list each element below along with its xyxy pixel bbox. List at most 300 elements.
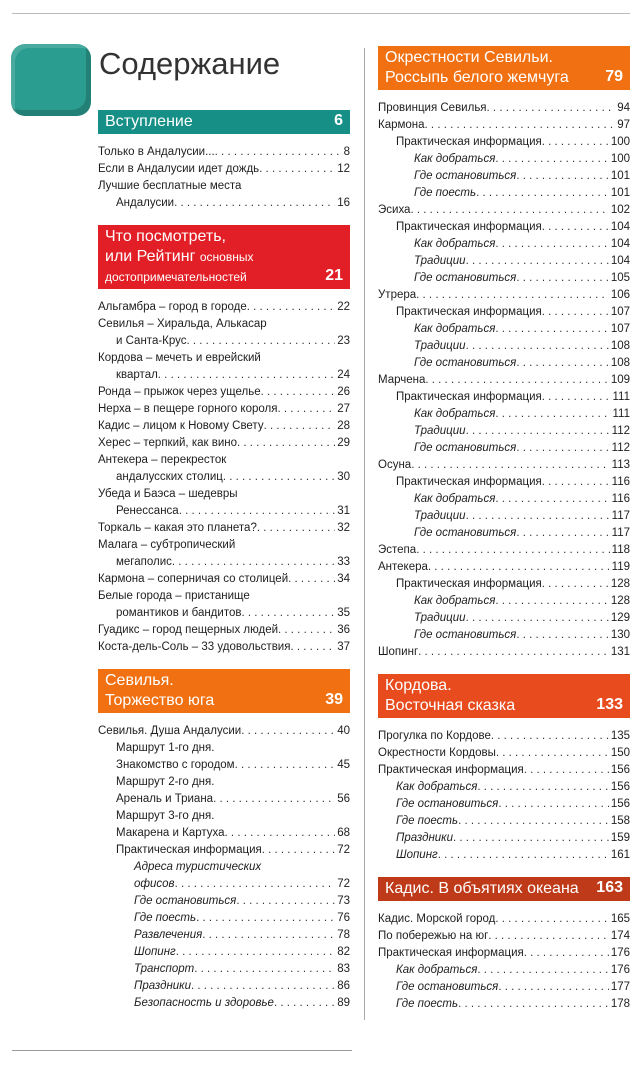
dot-leader <box>241 605 335 622</box>
toc-entry-page: 86 <box>337 980 350 992</box>
section-title: Что посмотреть, <box>105 228 226 245</box>
toc-entry[interactable] <box>98 978 350 995</box>
toc-entry-page: 8 <box>343 146 350 158</box>
dot-leader <box>262 842 335 859</box>
toc-entry[interactable] <box>98 791 350 808</box>
toc-entry[interactable] <box>378 457 630 474</box>
toc-entry-label: Марчена <box>378 374 426 386</box>
toc-entry-page: 36 <box>337 624 350 636</box>
toc-entry[interactable] <box>98 367 350 384</box>
page-title: Содержание <box>99 46 281 81</box>
toc-entry-label: Маршрут 3-го дня. <box>116 810 215 822</box>
toc-entry-label: Коста-дель-Соль – 33 удовольствия <box>98 641 291 653</box>
toc-entry-label: квартал <box>116 369 158 381</box>
toc-entry-label: Маршрут 1-го дня. <box>116 742 215 754</box>
toc-entry[interactable] <box>378 559 630 576</box>
toc-entry-page: 116 <box>611 493 630 505</box>
toc-entry[interactable] <box>98 825 350 842</box>
toc-entry[interactable] <box>98 893 350 910</box>
toc-entry[interactable] <box>98 333 350 350</box>
toc-entry-page: 129 <box>610 612 630 624</box>
toc-entry[interactable] <box>378 928 630 945</box>
toc-entry[interactable] <box>98 639 350 656</box>
toc-entry[interactable] <box>378 627 630 644</box>
dot-leader <box>174 195 335 212</box>
dot-leader <box>516 168 608 185</box>
toc-entry-label: Если в Андалусии идет дождь <box>98 163 260 175</box>
dot-leader <box>241 723 335 740</box>
toc-entry[interactable] <box>378 406 630 423</box>
toc-entry-page: 158 <box>610 815 630 827</box>
toc-entry[interactable] <box>378 542 630 559</box>
toc-entry-label: Прогулка по Кордове <box>378 730 491 742</box>
toc-entry-page: 56 <box>337 793 350 805</box>
section-header[interactable] <box>98 225 350 289</box>
toc-entry-page: 100 <box>610 136 630 148</box>
toc-entry-label: Как добраться <box>414 153 496 165</box>
toc-entry[interactable] <box>378 287 630 304</box>
toc-entry-page: 156 <box>610 764 630 776</box>
toc-entry-page: 37 <box>337 641 350 653</box>
section-gap <box>98 1012 350 1025</box>
dot-leader <box>542 304 609 321</box>
toc-entry[interactable] <box>378 796 630 813</box>
toc-entry-label: Безопасность и здоровье <box>134 997 274 1009</box>
toc-entry[interactable] <box>98 944 350 961</box>
toc-entry[interactable] <box>98 503 350 520</box>
toc-entry-page: 130 <box>610 629 630 641</box>
toc-entry-label: Херес – терпкий, как вино <box>98 437 238 449</box>
toc-entry-page: 101 <box>610 170 630 182</box>
toc-entry-label: Практическая информация <box>396 578 542 590</box>
dot-leader <box>498 979 608 996</box>
toc-entry[interactable] <box>98 723 350 740</box>
toc-entry-page: 117 <box>611 510 630 522</box>
toc-entry-page: 178 <box>610 998 630 1010</box>
toc-entry[interactable] <box>98 757 350 774</box>
toc-entry-label: Севилья. Душа Андалусии <box>98 725 242 737</box>
dot-leader <box>259 161 335 178</box>
toc-entry[interactable] <box>378 491 630 508</box>
section-header[interactable] <box>98 110 350 134</box>
toc-entry-label: Нерха – в пещере горного короля <box>98 403 278 415</box>
dot-leader <box>453 830 609 847</box>
dot-leader <box>477 962 608 979</box>
toc-entry[interactable] <box>378 355 630 372</box>
dot-leader <box>466 508 610 525</box>
dot-leader <box>542 389 611 406</box>
dot-leader <box>466 338 609 355</box>
toc-entry[interactable] <box>378 847 630 864</box>
toc-entry[interactable] <box>98 452 350 469</box>
toc-entry-page: 29 <box>337 437 350 449</box>
dot-leader <box>491 728 609 745</box>
toc-entry[interactable] <box>98 195 350 212</box>
toc-entry-label: Лучшие бесплатные места <box>98 180 242 192</box>
toc-entry-page: 128 <box>610 595 630 607</box>
toc-entry-page: 27 <box>337 403 350 415</box>
section-gap <box>98 212 350 225</box>
toc-entry-page: 165 <box>610 913 630 925</box>
toc-entry[interactable] <box>98 910 350 927</box>
toc-entry[interactable] <box>98 605 350 622</box>
dot-leader <box>542 134 609 151</box>
toc-entry[interactable] <box>98 435 350 452</box>
column-divider <box>364 48 365 1020</box>
toc-entry-page: 73 <box>337 895 350 907</box>
toc-entry-label: Севилья – Хиральда, Алькасар <box>98 318 267 330</box>
dot-leader <box>277 401 335 418</box>
toc-entry[interactable] <box>98 842 350 859</box>
toc-entry-page: 176 <box>610 964 630 976</box>
toc-entry-page: 106 <box>610 289 630 301</box>
toc-entry-label: романтиков и бандитов <box>116 607 242 619</box>
section-title: Окрестности Севильи. <box>385 49 553 66</box>
toc-entry[interactable] <box>378 593 630 610</box>
toc-entry-label: Антекера – перекресток <box>98 454 227 466</box>
toc-entry[interactable] <box>378 610 630 627</box>
section-header[interactable] <box>378 877 630 901</box>
toc-entry[interactable] <box>98 876 350 893</box>
section-header[interactable] <box>378 674 630 718</box>
toc-entry-label: Транспорт <box>134 963 195 975</box>
toc-entry-page: 119 <box>611 561 630 573</box>
dot-leader <box>179 503 336 520</box>
section-page-number: 21 <box>325 267 343 284</box>
toc-entry-label: Белые города – пристанище <box>98 590 250 602</box>
toc-entry-page: 23 <box>337 335 350 347</box>
toc-entry[interactable] <box>98 520 350 537</box>
toc-entry-page: 102 <box>610 204 630 216</box>
toc-entry-label: Где поесть <box>414 187 477 199</box>
toc-entry[interactable] <box>98 740 350 757</box>
section-title-line2: Торжество юга <box>105 692 215 709</box>
toc-entry-label: Знакомство с городом <box>116 759 235 771</box>
toc-entry-label: Маршрут 2-го дня. <box>116 776 215 788</box>
toc-entry[interactable] <box>378 644 630 661</box>
toc-entry-label: По побережью на юг <box>378 930 489 942</box>
toc-entry-page: 12 <box>337 163 350 175</box>
toc-entry-page: 35 <box>337 607 350 619</box>
dot-leader <box>458 813 609 830</box>
toc-entry-page: 174 <box>610 930 630 942</box>
toc-entry-page: 107 <box>610 323 630 335</box>
dot-leader <box>495 321 608 338</box>
section-page-number: 79 <box>605 68 623 85</box>
toc-entry-page: 83 <box>337 963 350 975</box>
toc-entry[interactable] <box>378 979 630 996</box>
toc-entry-label: Гуадикс – город пещерных людей <box>98 624 279 636</box>
dot-leader <box>215 144 342 161</box>
toc-entry-label: Практическая информация <box>396 136 542 148</box>
dot-leader <box>236 893 335 910</box>
toc-entry[interactable] <box>378 728 630 745</box>
toc-entry-label: Альгамбра – город в городе <box>98 301 247 313</box>
toc-entry-page: 101 <box>610 187 630 199</box>
toc-entry-label: Ренессанса <box>116 505 179 517</box>
section-page-number: 163 <box>596 879 623 896</box>
toc-entry-label: Как добраться <box>414 493 496 505</box>
toc-entry-page: 108 <box>610 357 630 369</box>
toc-entry-label: Эсиха <box>378 204 411 216</box>
toc-entry-page: 104 <box>610 255 630 267</box>
toc-entry-page: 108 <box>610 340 630 352</box>
bottom-rule <box>12 1050 352 1051</box>
toc-entry[interactable] <box>378 945 630 962</box>
toc-entry[interactable] <box>378 911 630 928</box>
toc-entry-label: Практическая информация <box>378 764 524 776</box>
toc-entry-page: 68 <box>337 827 350 839</box>
toc-entry[interactable] <box>378 270 630 287</box>
toc-entry[interactable] <box>98 927 350 944</box>
dot-leader <box>498 796 608 813</box>
toc-entry-page: 78 <box>337 929 350 941</box>
toc-entry[interactable] <box>378 185 630 202</box>
top-rule <box>12 13 630 14</box>
dot-leader <box>516 355 608 372</box>
dot-leader <box>542 474 610 491</box>
dot-leader <box>416 542 609 559</box>
toc-entry-page: 100 <box>610 153 630 165</box>
toc-entry[interactable] <box>98 537 350 554</box>
toc-entry[interactable] <box>378 304 630 321</box>
toc-entry[interactable] <box>378 236 630 253</box>
toc-entry-page: 135 <box>610 730 630 742</box>
toc-entry[interactable] <box>378 202 630 219</box>
toc-entry[interactable] <box>98 486 350 503</box>
section-gap <box>378 864 630 877</box>
toc-entry[interactable] <box>98 384 350 401</box>
toc-entry-page: 156 <box>610 798 630 810</box>
toc-entry-label: Как добраться <box>414 323 496 335</box>
toc-entry-page: 109 <box>610 374 630 386</box>
toc-entry-label: Где остановиться <box>414 442 517 454</box>
dot-leader <box>466 253 609 270</box>
toc-entry-label: Где остановиться <box>396 981 499 993</box>
dot-leader <box>196 910 335 927</box>
toc-entry-page: 116 <box>611 476 630 488</box>
toc-column-right <box>378 46 630 1026</box>
section-subtitle-line2: достопримечательностей <box>105 270 247 284</box>
toc-entry[interactable] <box>378 745 630 762</box>
toc-entry-page: 32 <box>337 522 350 534</box>
toc-entry[interactable] <box>98 995 350 1012</box>
dot-leader <box>425 117 616 134</box>
toc-entry-label: Практическая информация <box>396 391 542 403</box>
toc-entry-label: Где остановиться <box>414 527 517 539</box>
toc-entry-label: Традиции <box>414 425 466 437</box>
toc-entry[interactable] <box>98 622 350 639</box>
section-gap <box>378 661 630 674</box>
toc-entry[interactable] <box>378 321 630 338</box>
toc-entry-page: 72 <box>337 844 350 856</box>
section-title: Кордова. <box>385 677 452 694</box>
toc-entry[interactable] <box>98 961 350 978</box>
toc-entry-label: Шопинг <box>396 849 438 861</box>
toc-entry-page: 131 <box>610 646 630 658</box>
toc-entry[interactable] <box>378 813 630 830</box>
toc-entry[interactable] <box>378 117 630 134</box>
section-title-line2: Восточная сказка <box>385 697 516 714</box>
dot-leader <box>495 593 608 610</box>
dot-leader <box>516 627 608 644</box>
dot-leader <box>187 333 336 350</box>
section-title-line2: Россыпь белого жемчуга <box>385 69 569 86</box>
toc-entry-label: Кармона <box>378 119 425 131</box>
toc-entry-label: Традиции <box>414 612 466 624</box>
dot-leader <box>495 236 608 253</box>
toc-entry-label: Праздники <box>134 980 191 992</box>
toc-entry-label: Где остановиться <box>414 272 517 284</box>
section-title: Кадис. В объятиях океана <box>385 880 579 897</box>
dot-leader <box>223 469 335 486</box>
dot-leader <box>175 876 336 893</box>
toc-entry-label: Малага – субтропический <box>98 539 236 551</box>
dot-leader <box>172 554 335 571</box>
dot-leader <box>496 745 609 762</box>
toc-entry-page: 72 <box>337 878 350 890</box>
toc-entry[interactable] <box>378 996 630 1013</box>
dot-leader <box>542 576 609 593</box>
dot-leader <box>257 520 335 537</box>
dot-leader <box>237 435 335 452</box>
dot-leader <box>524 945 609 962</box>
section-title-line2: или Рейтинг основных <box>105 248 254 265</box>
toc-entry-label: Утрера <box>378 289 417 301</box>
toc-entry-page: 26 <box>337 386 350 398</box>
toc-entry[interactable] <box>378 525 630 542</box>
toc-entry-label: Практическая информация <box>396 306 542 318</box>
toc-entry[interactable] <box>378 474 630 491</box>
dot-leader <box>290 639 335 656</box>
toc-entry-page: 118 <box>611 544 630 556</box>
dot-leader <box>466 423 610 440</box>
toc-entry-label: Где остановиться <box>414 629 517 641</box>
toc-entry[interactable] <box>98 774 350 791</box>
toc-entry-label: Развлечения <box>134 929 203 941</box>
section-header[interactable] <box>378 46 630 90</box>
toc-entry-label: Практическая информация <box>378 947 524 959</box>
toc-entry-label: Кордова – мечеть и еврейский <box>98 352 261 364</box>
toc-entry[interactable] <box>98 144 350 161</box>
toc-entry-page: 89 <box>337 997 350 1009</box>
dot-leader <box>487 100 616 117</box>
toc-entry-page: 156 <box>610 781 630 793</box>
toc-entry[interactable] <box>378 389 630 406</box>
toc-entry[interactable] <box>378 779 630 796</box>
dot-leader <box>488 928 609 945</box>
toc-entry-label: Где остановиться <box>414 170 517 182</box>
toc-entry-page: 112 <box>611 425 630 437</box>
section-page-number: 39 <box>325 691 343 708</box>
toc-entry[interactable] <box>378 151 630 168</box>
toc-entry-label: Практическая информация <box>116 844 262 856</box>
toc-entry-page: 104 <box>610 238 630 250</box>
toc-entry-page: 82 <box>337 946 350 958</box>
toc-entry[interactable] <box>378 253 630 270</box>
toc-entry-label: Окрестности Кордовы <box>378 747 496 759</box>
toc-entry[interactable] <box>98 588 350 605</box>
toc-entry[interactable] <box>98 316 350 333</box>
toc-entry[interactable] <box>378 134 630 151</box>
dot-leader <box>495 911 608 928</box>
toc-entry[interactable] <box>378 762 630 779</box>
toc-entry-label: мегаполис <box>116 556 172 568</box>
toc-entry[interactable] <box>378 168 630 185</box>
toc-entry-label: андалусских столиц <box>116 471 223 483</box>
toc-entry-label: Кадис – лицом к Новому Свету <box>98 420 264 432</box>
section-gap <box>378 1013 630 1026</box>
toc-entry[interactable] <box>98 859 350 876</box>
toc-entry[interactable] <box>98 808 350 825</box>
toc-entry[interactable] <box>378 576 630 593</box>
dot-leader <box>191 978 335 995</box>
toc-entry[interactable] <box>378 338 630 355</box>
section-header[interactable] <box>98 669 350 713</box>
toc-entry-label: Где остановиться <box>414 357 517 369</box>
toc-entry[interactable] <box>378 219 630 236</box>
dot-leader <box>516 440 609 457</box>
toc-entry-label: Традиции <box>414 255 466 267</box>
toc-entry[interactable] <box>378 508 630 525</box>
toc-entry-page: 16 <box>337 197 350 209</box>
dot-leader <box>416 287 609 304</box>
toc-entry[interactable] <box>98 350 350 367</box>
dot-leader <box>225 825 336 842</box>
toc-entry[interactable] <box>378 423 630 440</box>
toc-entry-page: 111 <box>612 391 630 403</box>
dot-leader <box>466 610 609 627</box>
section-page-number: 133 <box>596 696 623 713</box>
dot-leader <box>176 944 335 961</box>
toc-entry-label: Где поесть <box>396 998 459 1010</box>
dot-leader <box>278 622 335 639</box>
toc-entry-page: 113 <box>611 459 630 471</box>
dot-leader <box>495 491 609 508</box>
toc-entry[interactable] <box>98 161 350 178</box>
toc-entry[interactable] <box>378 440 630 457</box>
toc-entry-label: Как добраться <box>414 238 496 250</box>
toc-entry[interactable] <box>98 418 350 435</box>
toc-entry[interactable] <box>98 299 350 316</box>
toc-entry[interactable] <box>98 571 350 588</box>
toc-entry[interactable] <box>98 554 350 571</box>
toc-entry[interactable] <box>98 469 350 486</box>
toc-entry[interactable] <box>378 830 630 847</box>
dot-leader <box>458 996 609 1013</box>
toc-entry-page: 112 <box>611 442 630 454</box>
toc-entry-label: Традиции <box>414 510 466 522</box>
toc-entry-label: Где остановиться <box>396 798 499 810</box>
dot-leader <box>194 961 335 978</box>
toc-entry[interactable] <box>378 372 630 389</box>
dot-leader <box>202 927 335 944</box>
toc-entry[interactable] <box>98 178 350 195</box>
toc-entry-label: Как добраться <box>396 781 478 793</box>
toc-entry-page: 150 <box>610 747 630 759</box>
toc-entry-page: 28 <box>337 420 350 432</box>
toc-entry[interactable] <box>98 401 350 418</box>
toc-entry[interactable] <box>378 100 630 117</box>
toc-entry-page: 161 <box>610 849 630 861</box>
toc-column-left <box>98 110 350 1025</box>
toc-entry-label: Ронда – прыжок через ущелье <box>98 386 261 398</box>
toc-entry-page: 45 <box>337 759 350 771</box>
toc-entry[interactable] <box>378 962 630 979</box>
dot-leader <box>438 847 609 864</box>
toc-entry-label: Как добраться <box>414 408 496 420</box>
toc-entry-label: Адреса туристических <box>134 861 262 873</box>
